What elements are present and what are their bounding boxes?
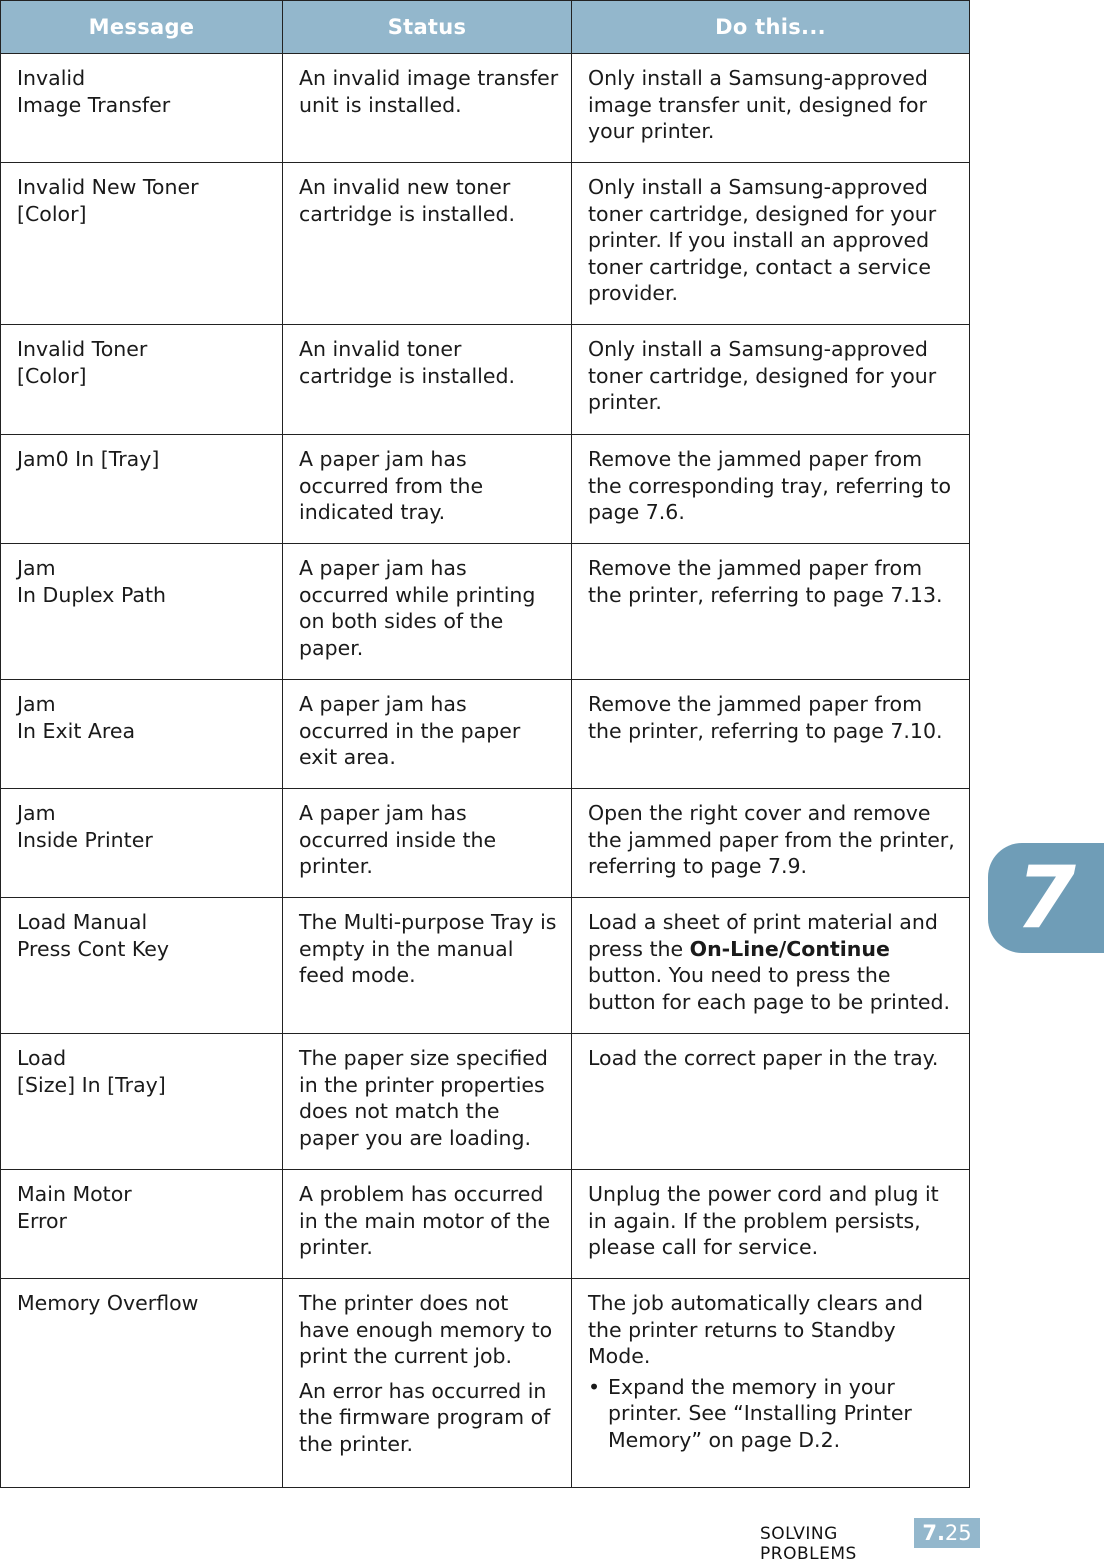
status-text: An error has occurred in the firmware program of the printer. bbox=[299, 1378, 551, 1456]
action-cell: Unplug the power cord and plug it in again. If the problem persists, please call for service. bbox=[572, 1170, 970, 1279]
page-number bbox=[914, 1518, 980, 1548]
action-text: button. You need to press the button for each page to be printed. bbox=[588, 963, 951, 1014]
header-status: Status bbox=[283, 1, 572, 54]
message-cell: Invalid Image Transfer bbox=[1, 54, 283, 163]
status-cell: A problem has occurred in the main motor of the printer. bbox=[283, 1170, 572, 1279]
action-text: Load a sheet of print material and press the bbox=[588, 910, 938, 961]
action-cell: Remove the jammed paper from the corresponding tray, referring to page 7.6. bbox=[572, 435, 970, 544]
section-title: SOLVING PROBLEMS bbox=[760, 1524, 857, 1564]
status-cell: An invalid new toner cartridge is installed. bbox=[283, 163, 572, 325]
status-cell bbox=[283, 1279, 572, 1488]
action-cell: Open the right cover and remove the jammed paper from the printer, referring to page 7.9. bbox=[572, 789, 970, 898]
table-row bbox=[1, 54, 970, 163]
table-row bbox=[1, 544, 970, 680]
page-footer bbox=[760, 1516, 980, 1564]
action-bullet-list bbox=[588, 1374, 959, 1454]
table-row bbox=[1, 1170, 970, 1279]
table-row bbox=[1, 163, 970, 325]
action-cell: Remove the jammed paper from the printer, referring to page 7.13. bbox=[572, 544, 970, 680]
action-cell bbox=[572, 898, 970, 1034]
action-cell: Remove the jammed paper from the printer, referring to page 7.10. bbox=[572, 680, 970, 789]
message-cell: Invalid Toner [Color] bbox=[1, 325, 283, 435]
page-number-chapter: 7. bbox=[922, 1521, 945, 1545]
status-cell: A paper jam has occurred from the indicated tray. bbox=[283, 435, 572, 544]
message-cell: Jam Inside Printer bbox=[1, 789, 283, 898]
page-number-page: 25 bbox=[944, 1521, 972, 1545]
message-cell: Main Motor Error bbox=[1, 1170, 283, 1279]
chapter-tab bbox=[988, 843, 1104, 953]
status-cell: The Multi-purpose Tray is empty in the manual feed mode. bbox=[283, 898, 572, 1034]
message-cell: Load [Size] In [Tray] bbox=[1, 1034, 283, 1170]
status-cell: The paper size specified in the printer properties does not match the paper you are loading. bbox=[283, 1034, 572, 1170]
chapter-number: 7 bbox=[1016, 848, 1076, 948]
message-cell: Jam In Duplex Path bbox=[1, 544, 283, 680]
table-row bbox=[1, 1279, 970, 1488]
message-cell: Load Manual Press Cont Key bbox=[1, 898, 283, 1034]
table-row bbox=[1, 1034, 970, 1170]
status-cell: An invalid toner cartridge is installed. bbox=[283, 325, 572, 435]
on-line-continue-button-name: On-Line/Continue bbox=[689, 936, 890, 961]
status-cell: An invalid image transfer unit is installed. bbox=[283, 54, 572, 163]
status-cell: A paper jam has occurred while printing on both sides of the paper. bbox=[283, 544, 572, 680]
action-cell bbox=[572, 1279, 970, 1488]
action-cell: Only install a Samsung-approved image transfer unit, designed for your printer. bbox=[572, 54, 970, 163]
action-cell: Only install a Samsung-approved toner cartridge, designed for your printer. bbox=[572, 325, 970, 435]
action-cell: Only install a Samsung-approved toner cartridge, designed for your printer. If you install an approved toner cartridge, contact a service provider. bbox=[572, 163, 970, 325]
header-message: Message bbox=[1, 1, 283, 54]
status-cell: A paper jam has occurred in the paper exit area. bbox=[283, 680, 572, 789]
action-text: The job automatically clears and the printer returns to Standby Mode. bbox=[588, 1291, 924, 1368]
message-cell: Invalid New Toner [Color] bbox=[1, 163, 283, 325]
table-header-row bbox=[1, 1, 970, 54]
table-row bbox=[1, 898, 970, 1034]
status-text: The printer does not have enough memory to print the current job. bbox=[299, 1291, 553, 1368]
action-bullet: • Expand the memory in your printer. See “Installing Printer Memory” on page D.2. bbox=[608, 1374, 959, 1454]
message-cell: Jam In Exit Area bbox=[1, 680, 283, 789]
table-row bbox=[1, 325, 970, 435]
table-row bbox=[1, 789, 970, 898]
message-cell: Jam0 In [Tray] bbox=[1, 435, 283, 544]
message-cell: Memory Overflow bbox=[1, 1279, 283, 1488]
table-row bbox=[1, 680, 970, 789]
table-row bbox=[1, 435, 970, 544]
status-cell: A paper jam has occurred inside the printer. bbox=[283, 789, 572, 898]
action-cell: Load the correct paper in the tray. bbox=[572, 1034, 970, 1170]
header-do-this: Do this... bbox=[572, 1, 970, 54]
